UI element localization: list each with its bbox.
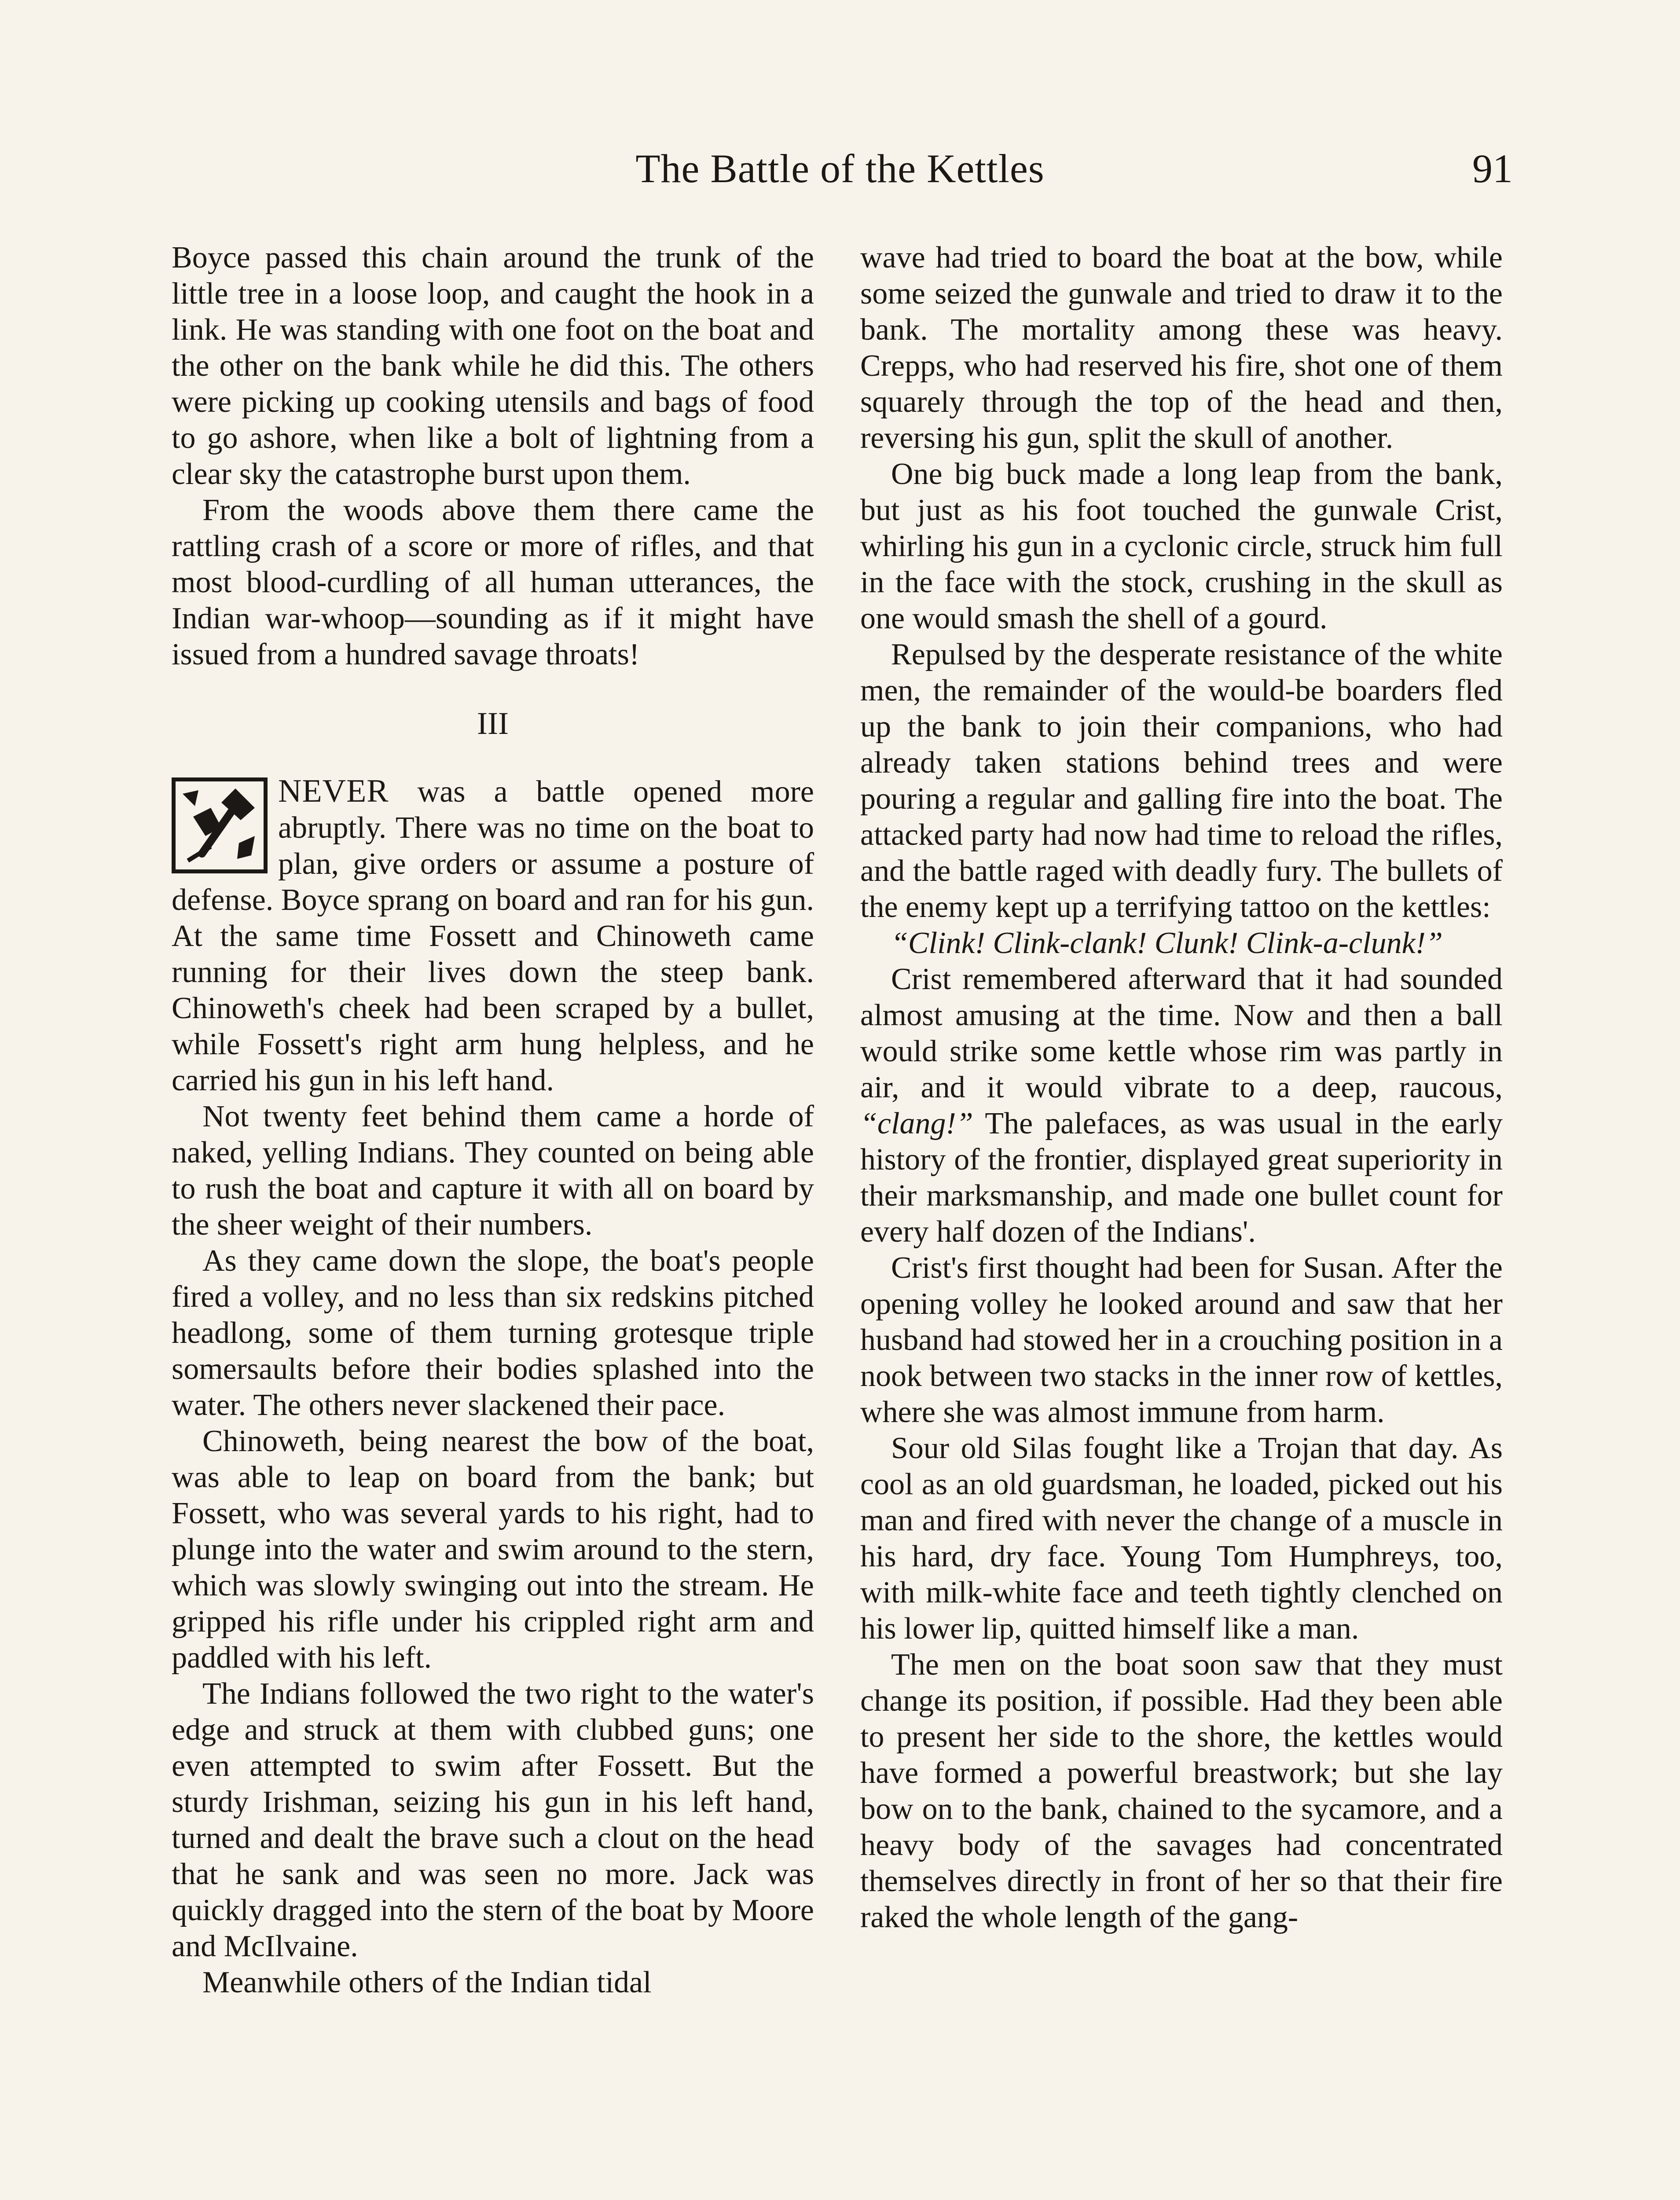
paragraph-with-dropcap xyxy=(172,773,814,1099)
opening-word: NEVER xyxy=(278,773,389,809)
paragraph: One big buck made a long leap from the bank, but just as his foot touched the gunwale Crist, whirling his gun in a cyclonic circle, struck him full in the face with the stock, crushing in the skull as one would smash the shell of a gourd. xyxy=(860,457,1503,635)
paragraph: Repulsed by the desperate resistance of the white men, the remainder of the would-be boarders fled up the bank to join their companions, who had already taken stations behind trees and were pouring a regular and galling fire into the boat. The attacked party had now had time to reload the rifles, and the battle raged with deadly fury. The bullets of the enemy kept up a terrifying tattoo on the kettles: xyxy=(860,638,1503,924)
paragraph: As they came down the slope, the boat's people fired a volley, and no less than six redskins pitched headlong, some of them turning grotesque triple somersaults before their bodies splashed into the water. The others never slackened their pace. xyxy=(172,1244,814,1422)
paragraph: Meanwhile others of the Indian tidal xyxy=(202,1965,652,1999)
paragraph: Boyce passed this chain around the trunk of the little tree in a loose loop, and caught the hook in a link. He was standing with one foot on the boat and the other on the bank while he did this. The others were picking up cooking utensils and bags of food to go ashore, when like a bolt of lightning from a clear sky the catastrophe burst upon them. xyxy=(172,241,814,491)
paragraph: The Indians followed the two right to the water's edge and struck at them with clubbed guns; one even attempted to swim after Fossett. But the sturdy Irishman, seizing his gun in his left hand, turned and dealt the brave such a clout on the head that he sank and was seen no more. Jack was quickly dragged into the stern of the boat by Moore and McIlvaine. xyxy=(172,1677,814,1963)
left-column xyxy=(172,240,814,2001)
paragraph: wave had tried to board the boat at the bow, while some seized the gunwale and tried to draw it to the bank. The mortality among these was heavy. Crepps, who had reserved his fire, shot one of them squarely through the top of the head and then, reversing his gun, split the skull of another. xyxy=(860,241,1503,455)
paragraph: Not twenty feet behind them came a horde of naked, yelling Indians. They counted on being able to rush the boat and capture it with all on board by the sheer weight of their numbers. xyxy=(172,1100,814,1242)
paragraph-text: was a battle opened more abruptly. There was no time on the boat to plan, give orders or assume a posture of defense. Boyce sprang on board and ran for his gun. At the same time Fossett and Chinoweth came running for their lives down the steep bank. Chinoweth's cheek had been scraped by a bullet, while Fossett's right arm hung helpless, and he carried his gun in his left hand. xyxy=(172,775,814,1097)
page-header xyxy=(0,145,1680,211)
paragraph: The men on the boat soon saw that they must change its position, if possible. Had they been able to present her side to the shore, the kettles would have formed a powerful breastwork; but she lay bow on to the bank, chained to the sycamore, and a heavy body of the savages had concentrated themselves directly in front of her so that their fire raked the whole length of the gang- xyxy=(860,1648,1503,1934)
tomahawk-ornament-icon xyxy=(172,777,268,873)
page-number: 91 xyxy=(1472,146,1513,191)
paragraph: Chinoweth, being nearest the bow of the boat, was able to leap on board from the bank; but Fossett, who was several yards to his right, had to plunge into the water and swim around to the stern, which was slowly swinging out into the stream. He gripped his rifle under his crippled right arm and paddled with his left. xyxy=(172,1424,814,1675)
quoted-sound: “Clink! Clink-clank! Clunk! Clink-a-clunk!” xyxy=(891,926,1443,960)
paragraph: Sour old Silas fought like a Trojan that day. As cool as an old guardsman, he loaded, picked out his man and fired with never the change of a muscle in his hard, dry face. Young Tom Humphreys, too, with milk-white face and teeth tightly clenched on his lower lip, quitted himself like a man. xyxy=(860,1431,1503,1646)
paragraph: Crist's first thought had been for Susan. After the opening volley he looked around and saw that her husband had stowed her in a crouching position in a nook between two stacks in the inner row of kettles, where she was almost immune from harm. xyxy=(860,1251,1503,1429)
running-title: The Battle of the Kettles xyxy=(635,146,1045,191)
quoted-clang: “clang!” xyxy=(860,1107,973,1140)
paragraph xyxy=(860,961,1503,1250)
paragraph-text: Crist remembered afterward that it had sounded almost amusing at the time. Now and then a ball would strike some kettle whose rim was partly in air, and it would vibrate to a deep, raucous, xyxy=(860,962,1503,1104)
right-column xyxy=(860,240,1503,1936)
paragraph-text: The palefaces, as was usual in the early history of the frontier, displayed great superiority in their marksmanship, and made one bullet count for every half dozen of the Indians'. xyxy=(860,1107,1503,1249)
section-heading: III xyxy=(477,706,509,741)
paragraph: From the woods above them there came the rattling crash of a score or more of rifles, and that most blood-curdling of all human utterances, the Indian war-whoop—sounding as if it might have issued from a hundred savage throats! xyxy=(172,493,814,671)
